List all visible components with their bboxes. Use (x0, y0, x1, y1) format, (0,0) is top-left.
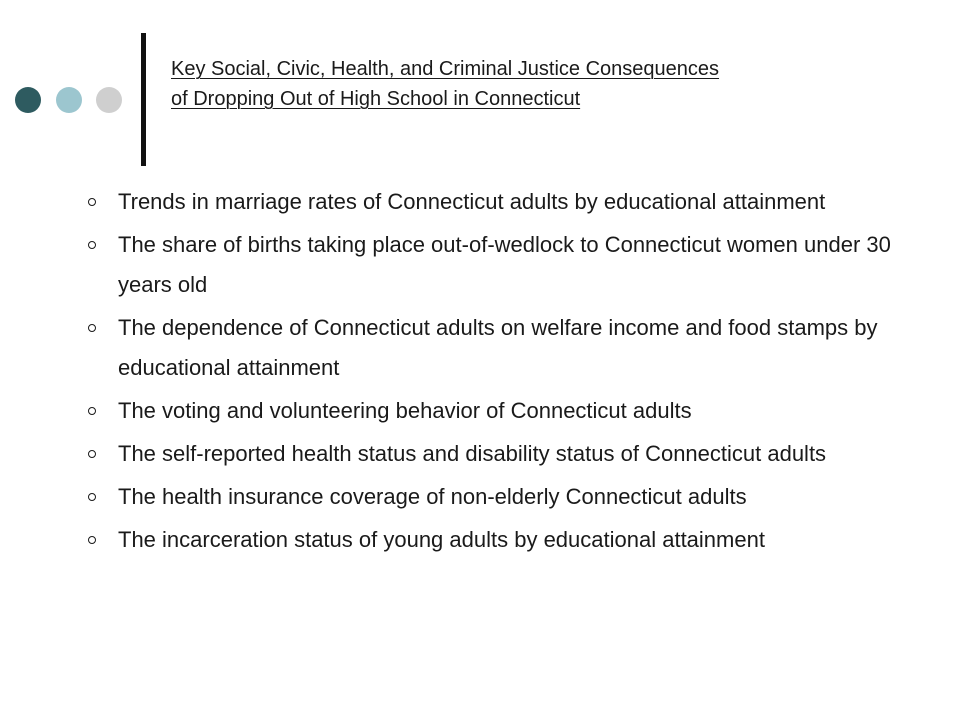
decorative-dot-dark-teal (15, 87, 41, 113)
bullet-item (88, 434, 908, 474)
bullet-item (88, 182, 908, 222)
slide-title-line-2: of Dropping Out of High School in Connecticut (171, 88, 581, 110)
bullet-circle-icon (88, 493, 96, 501)
bullet-item (88, 477, 908, 517)
bullet-item (88, 391, 908, 431)
bullet-text: The health insurance coverage of non-elderly Connecticut adults (118, 484, 747, 509)
bullet-circle-icon (88, 450, 96, 458)
bullet-text: The self-reported health status and disability status of Connecticut adults (118, 441, 827, 466)
bullet-item (88, 308, 908, 388)
decorative-dot-light-teal (56, 87, 82, 113)
bullet-text: The incarceration status of young adults by educational attainment (118, 527, 765, 552)
bullet-text: The voting and volunteering behavior of Connecticut adults (118, 398, 692, 423)
title-divider-bar (141, 33, 146, 166)
slide-title-line-1: Key Social, Civic, Health, and Criminal Justice Consequences (171, 58, 720, 80)
bullet-circle-icon (88, 324, 96, 332)
bullet-circle-icon (88, 241, 96, 249)
bullet-list (88, 182, 908, 563)
bullet-circle-icon (88, 407, 96, 415)
bullet-text: Trends in marriage rates of Connecticut adults by educational attainment (118, 189, 826, 214)
decorative-dot-gray (96, 87, 122, 113)
bullet-text: The share of births taking place out-of-wedlock to Connecticut women under 30 years old (118, 232, 891, 297)
bullet-item (88, 225, 908, 305)
bullet-circle-icon (88, 536, 96, 544)
bullet-text: The dependence of Connecticut adults on welfare income and food stamps by educational attainment (118, 315, 878, 380)
bullet-item (88, 520, 908, 560)
bullet-circle-icon (88, 198, 96, 206)
slide-title (171, 54, 931, 114)
